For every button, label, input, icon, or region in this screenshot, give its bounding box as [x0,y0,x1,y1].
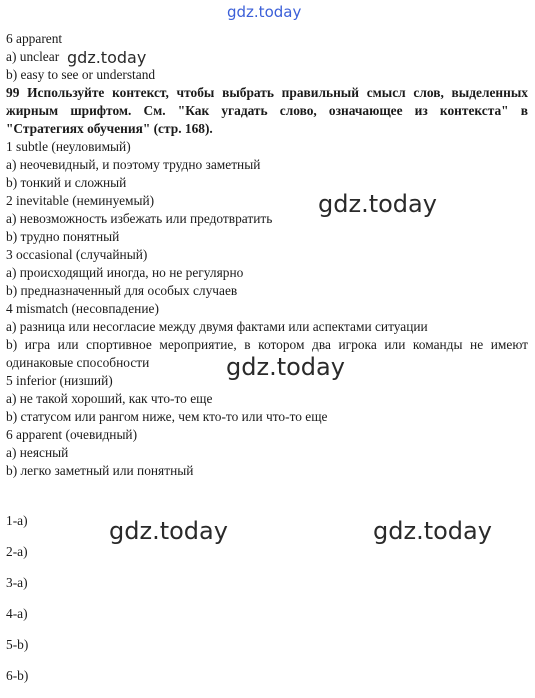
item-4-option-b: b) игра или спортивное мероприятие, в котором два игрока или команды не имеют одинаковые способности [6,337,528,370]
item-1-word: 1 subtle (неуловимый) [6,139,131,154]
item-2-option-b: b) трудно понятный [6,229,120,244]
item-2-word: 2 inevitable (неминуемый) [6,193,155,208]
answer-4: 4-a) [6,606,28,621]
watermark-inline: gdz.today [67,48,147,67]
answer-key [6,512,28,698]
item-2-option-a: a) невозможность избежать или предотвратить [6,211,273,226]
item-1-option-a: a) неочевидный, и поэтому трудно заметный [6,157,261,172]
watermark-bottom-left: gdz.today [109,517,228,545]
exercise-document [6,30,528,480]
watermark-mid-right: gdz.today [318,190,437,218]
item-4-word: 4 mismatch (несовпадение) [6,301,159,316]
intro-word: 6 apparent [6,31,63,46]
item-6-option-a: a) неясный [6,445,69,460]
intro-option-a: a) unclear [6,49,60,64]
item-5-option-a: a) не такой хороший, как что-то еще [6,391,213,406]
watermark-bottom-right: gdz.today [373,517,492,545]
answer-6: 6-b) [6,668,29,683]
answer-5: 5-b) [6,637,29,652]
watermark-top: gdz.today [227,3,302,21]
answer-1: 1-a) [6,513,28,528]
item-5-word: 5 inferior (низший) [6,373,113,388]
item-3-word: 3 occasional (случайный) [6,247,148,262]
item-4-option-a: a) разница или несогласие между двумя фактами или аспектами ситуации [6,319,428,334]
watermark-mid-center: gdz.today [226,353,345,381]
item-6-option-b: b) легко заметный или понятный [6,463,194,478]
intro-option-b: b) easy to see or understand [6,67,156,82]
item-3-option-b: b) предназначенный для особых случаев [6,283,238,298]
item-1-option-b: b) тонкий и сложный [6,175,127,190]
item-5-option-b: b) статусом или рангом ниже, чем кто-то или что-то еще [6,409,328,424]
item-3-option-a: a) происходящий иногда, но не регулярно [6,265,244,280]
answer-2: 2-a) [6,544,28,559]
task-instruction: 99 Используйте контекст, чтобы выбрать правильный смысл слов, выделенных жирным шрифтом. См. "Как угадать слово, означающее из контекста" в "Стратегиях обучения" (стр. 168). [6,85,528,136]
answer-3: 3-a) [6,575,28,590]
item-6-word: 6 apparent (очевидный) [6,427,138,442]
